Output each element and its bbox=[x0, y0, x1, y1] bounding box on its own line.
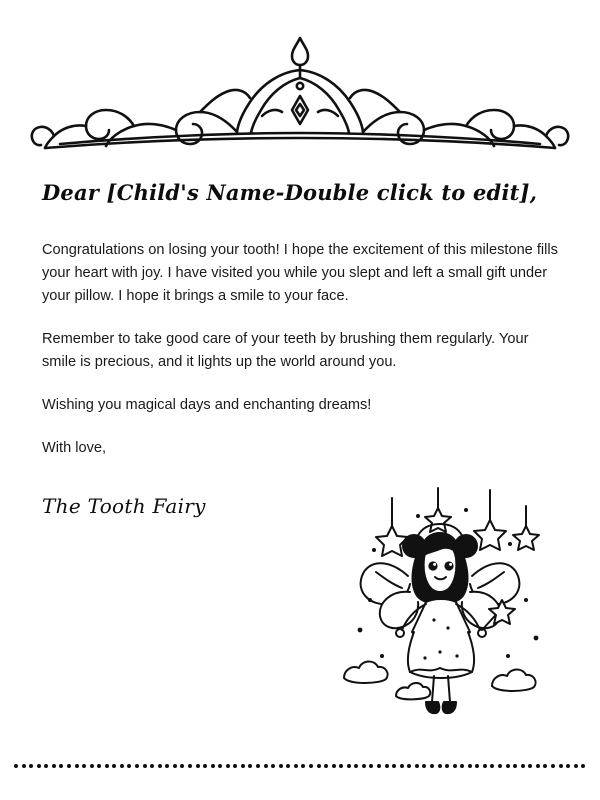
paragraph-3: Wishing you magical days and enchanting dreams! bbox=[42, 397, 372, 414]
dotted-divider bbox=[14, 762, 586, 770]
paragraph-2: Remember to take good care of your teeth by brushing them regularly. Your smile is precious, and it lights up the world around you. bbox=[42, 331, 529, 371]
signature: The Tooth Fairy bbox=[42, 494, 206, 519]
tooth-fairy-illustration bbox=[330, 480, 560, 725]
paragraph-1: Congratulations on losing your tooth! I hope the excitement of this milestone fills your heart with joy. I have visited you while you slept and left a small gift under your pillow. I hope it brings a smile to your face. bbox=[42, 242, 558, 305]
signoff: With love, bbox=[42, 440, 107, 457]
filigree-crown-ornament bbox=[0, 20, 600, 150]
letter-body bbox=[42, 180, 562, 518]
salutation[interactable]: Dear [Child's Name-Double click to edit], bbox=[42, 180, 538, 205]
